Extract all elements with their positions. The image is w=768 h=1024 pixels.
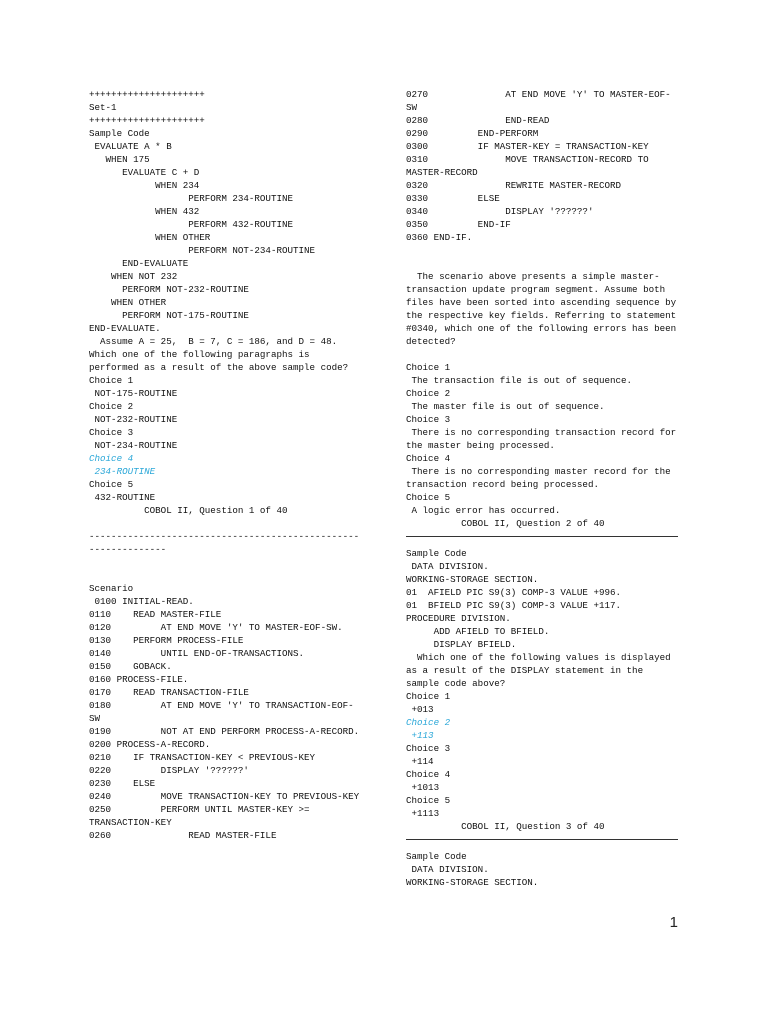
choice-text: NOT-234-ROUTINE [89,440,178,451]
choice-label: Choice 5 [406,795,451,806]
question-divider [406,839,678,840]
q2-choices [406,361,681,517]
dash-separator: --------------------------------------------------------------- [89,531,360,555]
code-line: WHEN 234 [89,180,200,191]
code-line: PROCEDURE DIVISION. [406,613,511,624]
choice-label: Choice 1 [406,691,451,702]
choice-text: The transaction file is out of sequence. [406,375,633,386]
scenario-block [89,582,361,842]
code-line: Sample Code [406,548,467,559]
code-line: Sample Code [406,851,467,862]
choice-text: The master file is out of sequence. [406,401,605,412]
choice-text-highlighted: 234-ROUTINE [89,466,156,477]
code-line: END-EVALUATE. [89,323,161,334]
choice-text: +013 [406,704,434,715]
scenario-continued [406,88,681,244]
scenario-line: 0210 IF TRANSACTION-KEY < PREVIOUS-KEY [89,752,316,763]
choice-label: Choice 3 [406,414,451,425]
choice-label: Choice 2 [89,401,134,412]
choice-label: Choice 1 [89,375,134,386]
code-line: 01 AFIELD PIC S9(3) COMP-3 VALUE +996. [406,587,622,598]
choice-label: Choice 5 [406,492,451,503]
scenario-line: 0180 AT END MOVE 'Y' TO TRANSACTION-EOF-SW [89,700,354,724]
set-header-line: +++++++++++++++++++++ [89,89,205,100]
code-line: WHEN 175 [89,154,150,165]
q1-code-block [89,127,361,335]
scenario-line: 0120 AT END MOVE 'Y' TO MASTER-EOF-SW. [89,622,343,633]
q1-choices [89,374,361,504]
code-line: PERFORM NOT-232-ROUTINE [89,284,249,295]
code-line: PERFORM 234-ROUTINE [89,193,293,204]
code-line: WORKING-STORAGE SECTION. [406,877,539,888]
code-line: WHEN NOT 232 [89,271,178,282]
code-line: PERFORM NOT-175-ROUTINE [89,310,249,321]
code-line: ADD AFIELD TO BFIELD. [406,626,550,637]
q3-question-text: Which one of the following values is displayed as a result of the DISPLAY statement in the sample code above? [406,652,677,689]
choice-text: +114 [406,756,434,767]
code-line: PERFORM NOT-234-ROUTINE [89,245,316,256]
set-title: Set-1 [89,102,117,113]
scenario-line: 0240 MOVE TRANSACTION-KEY TO PREVIOUS-KEY [89,791,360,802]
choice-text: A logic error has occurred. [406,505,561,516]
scenario-line: 0280 END-READ [406,115,550,126]
scenario-line: 0190 NOT AT END PERFORM PROCESS-A-RECORD. [89,726,360,737]
choice-text: 432-ROUTINE [89,492,156,503]
scenario-line: 0100 INITIAL-READ. [89,596,194,607]
set-header [89,88,361,127]
scenario-line: 0350 END-IF [406,219,511,230]
question-divider [406,536,678,537]
q3-choices [406,690,681,820]
set-header-line: +++++++++++++++++++++ [89,115,205,126]
code-line: Sample Code [89,128,150,139]
choice-label: Choice 2 [406,388,451,399]
choice-label: Choice 1 [406,362,451,373]
scenario-line: 0300 IF MASTER-KEY = TRANSACTION-KEY [406,141,649,152]
scenario-line: 0200 PROCESS-A-RECORD. [89,739,211,750]
page-number: 1 [669,914,678,931]
choice-text: +1013 [406,782,440,793]
scenario-line: 0160 PROCESS-FILE. [89,674,189,685]
code-line: PERFORM 432-ROUTINE [89,219,293,230]
scenario-line: 0170 READ TRANSACTION-FILE [89,687,249,698]
code-line: WHEN OTHER [89,297,167,308]
code-line: DATA DIVISION. [406,864,489,875]
scenario-line: 0110 READ MASTER-FILE [89,609,222,620]
code-line: DATA DIVISION. [406,561,489,572]
q3-code-block [406,547,681,651]
q2-question-text: The scenario above presents a simple master-transaction update program segment. Assume both files have been sorted into ascending sequence by the respective key fields. Referring to statement #0340, which one of the following errors has been detected? [406,271,682,347]
q1-question-text: Assume A = 25, B = 7, C = 186, and D = 48. Which one of the following paragraphs is performed as a result of the above sample code? [89,336,349,373]
choice-text: There is no corresponding master record for the transaction record being processed. [406,466,677,490]
scenario-line: 0310 MOVE TRANSACTION-RECORD TO MASTER-RECORD [406,154,655,178]
scenario-line: 0290 END-PERFORM [406,128,539,139]
choice-label-highlighted: Choice 4 [89,453,134,464]
scenario-line: 0250 PERFORM UNTIL MASTER-KEY >= TRANSACTION-KEY [89,804,316,828]
scenario-line: 0130 PERFORM PROCESS-FILE [89,635,244,646]
scenario-line: 0230 ELSE [89,778,156,789]
choice-text: There is no corresponding transaction record for the master being processed. [406,427,682,451]
code-line: WHEN OTHER [89,232,211,243]
choice-text: NOT-232-ROUTINE [89,414,178,425]
scenario-line: 0150 GOBACK. [89,661,172,672]
choice-label: Choice 3 [89,427,134,438]
left-column [89,88,361,842]
scenario-line: 0140 UNTIL END-OF-TRANSACTIONS. [89,648,305,659]
scenario-line: 0220 DISPLAY '??????' [89,765,249,776]
choice-label: Choice 4 [406,453,451,464]
scenario-line: 0360 END-IF. [406,232,473,243]
code-line: END-EVALUATE [89,258,189,269]
choice-label: Choice 5 [89,479,134,490]
code-line: WHEN 432 [89,206,200,217]
choice-label: Choice 3 [406,743,451,754]
q3-footer: COBOL II, Question 3 of 40 [406,821,605,832]
choice-text: +1113 [406,808,440,819]
question-3 [406,547,681,840]
choice-text: NOT-175-ROUTINE [89,388,178,399]
choice-text-highlighted: +113 [406,730,434,741]
scenario-line: 0340 DISPLAY '??????' [406,206,594,217]
question-4-start [406,850,681,889]
choice-label: Choice 4 [406,769,451,780]
q2-footer: COBOL II, Question 2 of 40 [406,518,605,529]
scenario-line: 0320 REWRITE MASTER-RECORD [406,180,622,191]
question-1 [89,127,361,517]
right-column [406,88,681,889]
code-line: DISPLAY BFIELD. [406,639,517,650]
choice-label-highlighted: Choice 2 [406,717,451,728]
question-2 [406,270,681,537]
code-line: EVALUATE A * B [89,141,172,152]
code-line: EVALUATE C + D [89,167,200,178]
scenario-line: 0330 ELSE [406,193,500,204]
q1-footer: COBOL II, Question 1 of 40 [89,505,288,516]
scenario-line: 0260 READ MASTER-FILE [89,830,277,841]
scenario-line: 0270 AT END MOVE 'Y' TO MASTER-EOF-SW [406,89,671,113]
scenario-title: Scenario [89,583,134,594]
code-line: WORKING-STORAGE SECTION. [406,574,539,585]
code-line: 01 BFIELD PIC S9(3) COMP-3 VALUE +117. [406,600,622,611]
